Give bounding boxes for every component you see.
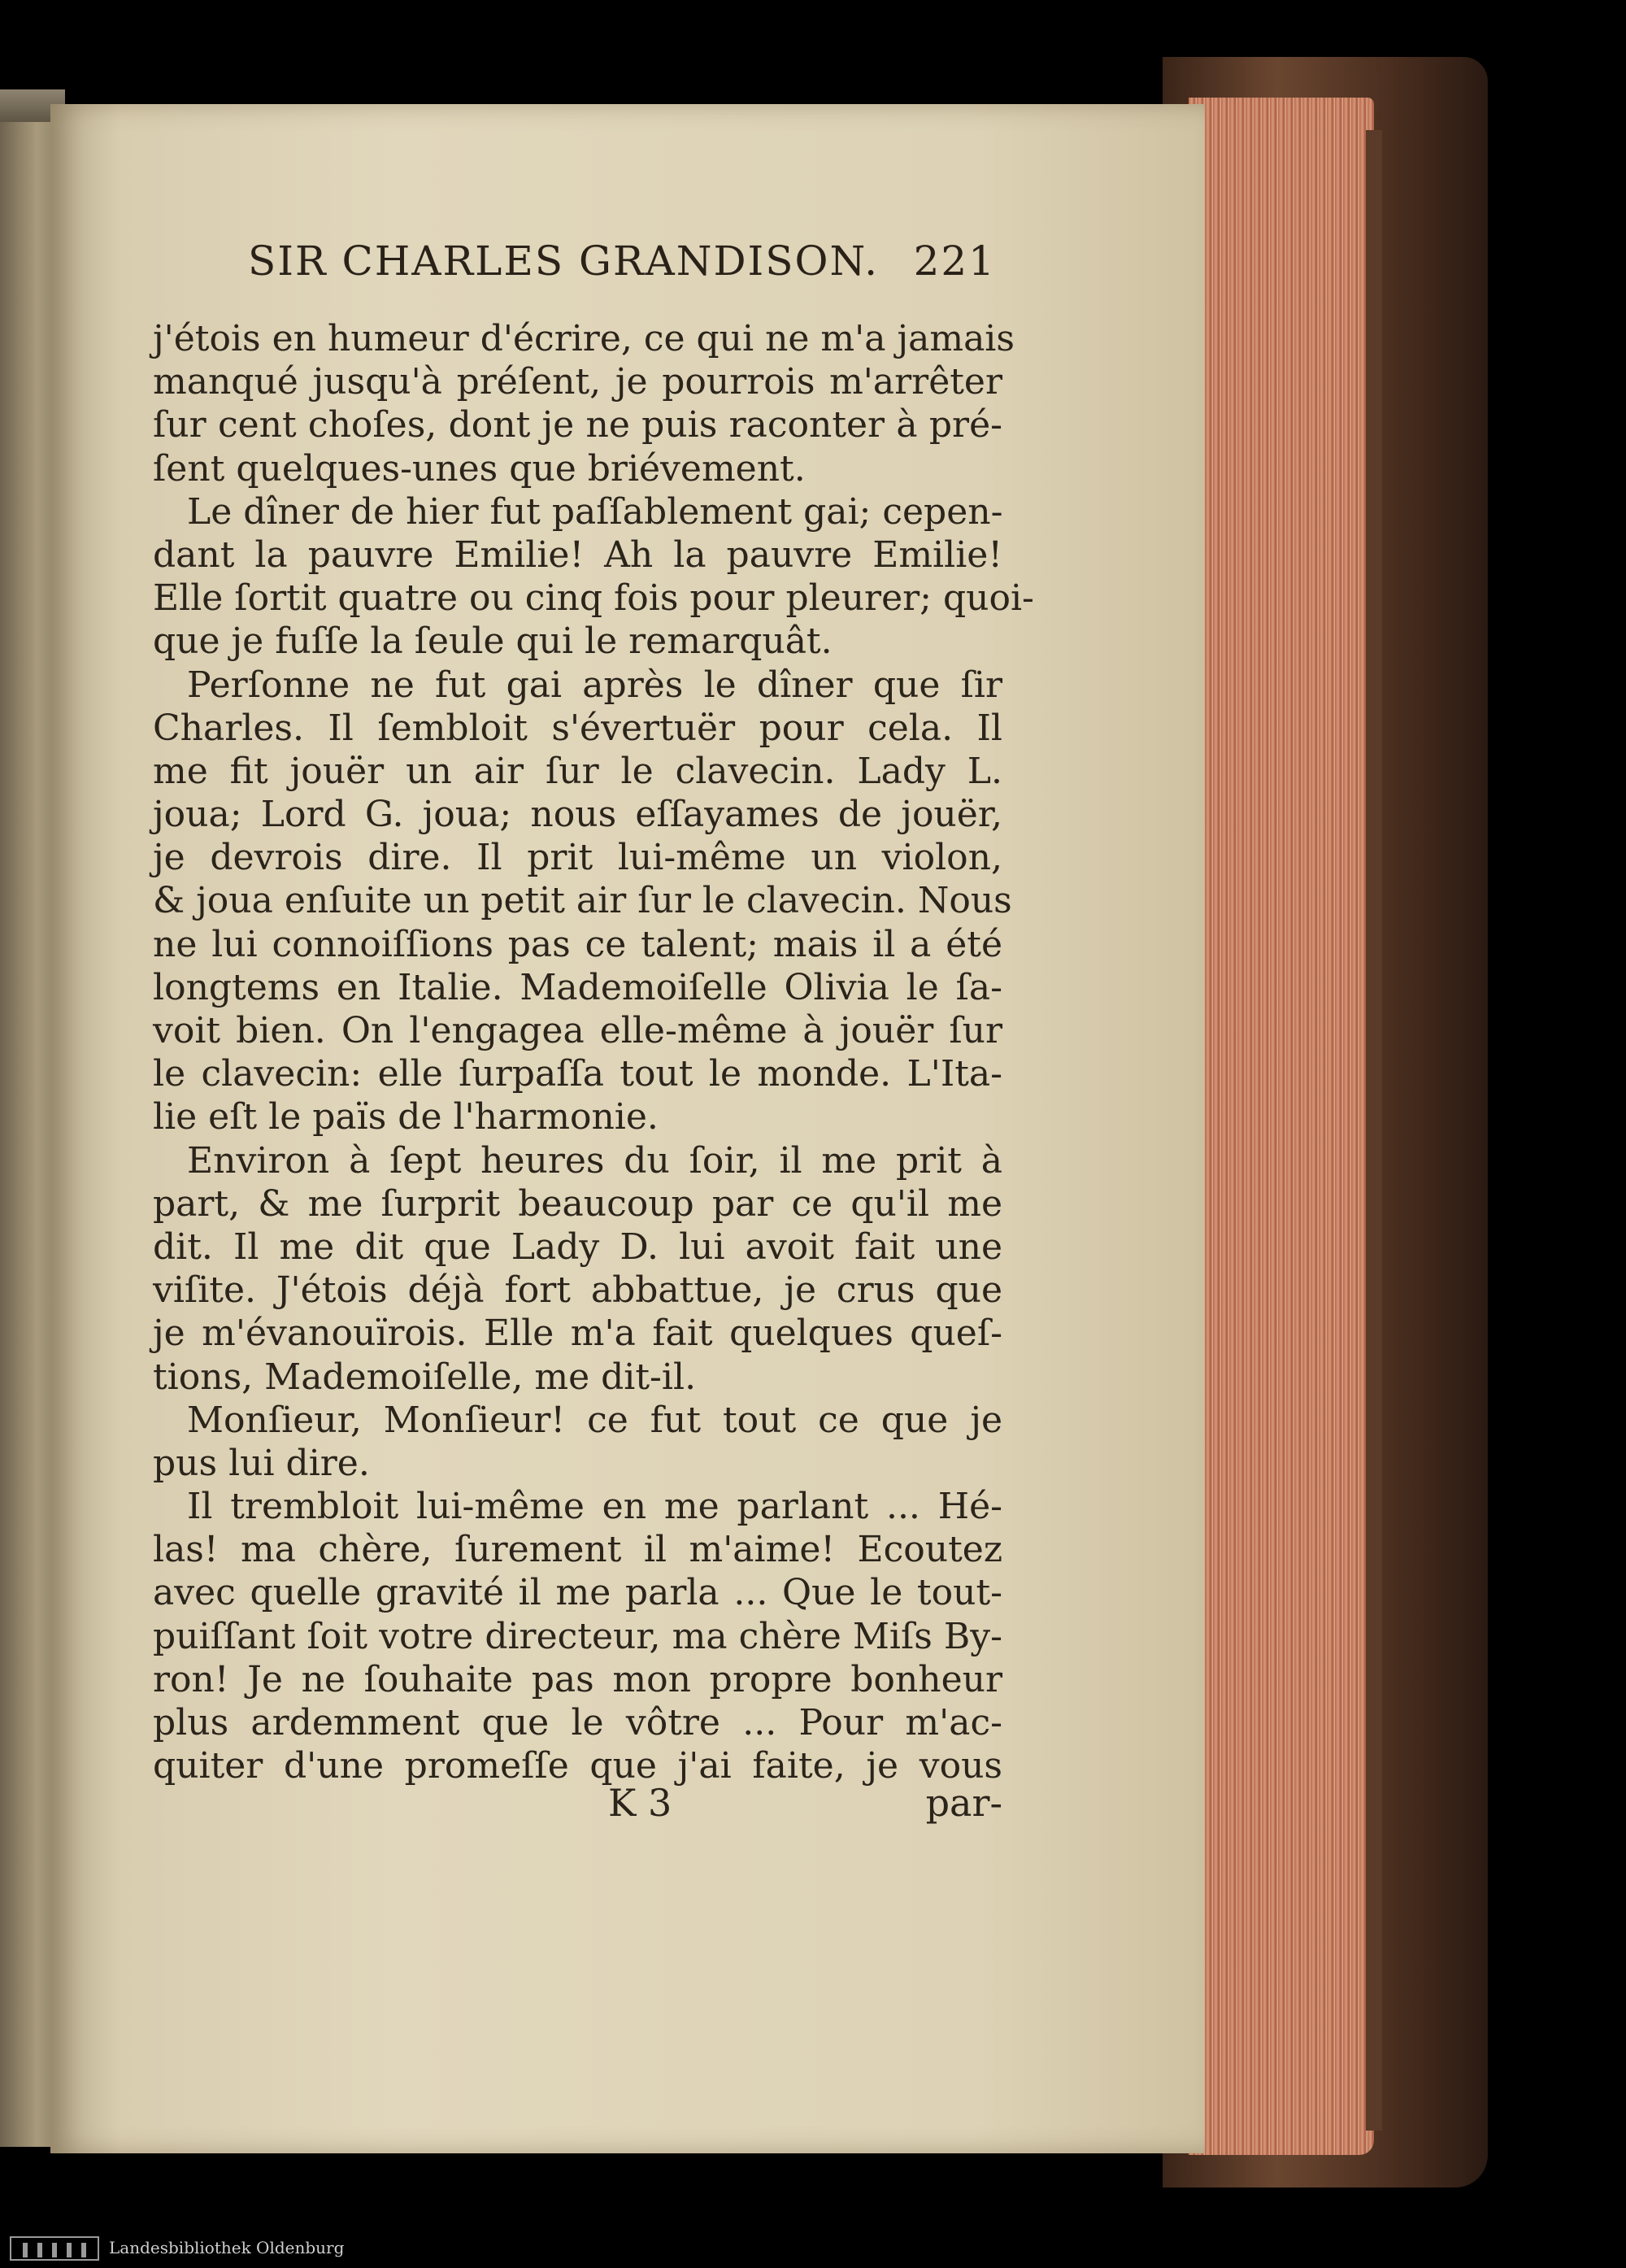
text-line: viſite. J'étois déjà fort abbattue, je crus que [153, 1269, 1002, 1312]
catchword: par- [925, 1781, 1002, 1825]
text-line: manqué jusqu'à préſent, je pourrois m'arrêter [153, 361, 1002, 403]
page-edges [1189, 98, 1374, 2155]
text-line: Charles. Il ſembloit s'évertuër pour cela. Il [153, 707, 1002, 749]
text-line: je m'évanouïrois. Elle m'a fait quelques queſ- [153, 1312, 1002, 1355]
text-line: avec quelle gravité il me parla ... Que le tout- [153, 1572, 1002, 1614]
text-line: ron! Je ne ſouhaite pas mon propre bonheur [153, 1658, 1002, 1700]
text-line: quiter d'une promeſſe que j'ai faite, je vous [153, 1745, 1002, 1787]
text-line: longtems en Italie. Mademoiſelle Olivia le ſa- [153, 966, 1002, 1008]
text-line: plus ardemment que le vôtre ... Pour m'ac- [153, 1702, 1002, 1743]
text-line: je devrois dire. Il prit lui-même un violon, [153, 837, 1002, 879]
page-footer [153, 1781, 1002, 1830]
page-number: 221 [913, 237, 996, 285]
text-line: que je fuſſe la ſeule qui le remarquât. [153, 620, 833, 663]
text-line: ſur cent choſes, dont je ne puis raconter à pré- [153, 404, 1002, 446]
text-line: le clavecin: elle ſurpaſſa tout le monde. L'Ita- [153, 1053, 1002, 1095]
text-line: joua; Lord G. joua; nous eſſayames de jouër, [153, 794, 1002, 836]
text-line: dant la pauvre Emilie! Ah la pauvre Emilie! [153, 533, 1002, 576]
text-line: lie eſt le païs de l'harmonie. [153, 1096, 659, 1138]
text-line: Environ à ſept heures du ſoir, il me prit à [187, 1139, 1002, 1182]
signature-mark: K 3 [608, 1781, 672, 1825]
text-line: j'étois en humeur d'écrire, ce qui ne m'a jamais [153, 318, 1015, 359]
text-line: Le dîner de hier fut paſſablement gai; cepen- [187, 490, 1003, 533]
text-line: & joua enſuite un petit air ſur le clavecin. Nous [153, 880, 1012, 922]
running-header [248, 237, 996, 296]
text-line: part, & me ſurprit beaucoup par ce qu'il me [153, 1182, 1002, 1225]
text-line: pus lui dire. [153, 1442, 370, 1484]
text-line: las! ma chère, ſurement il m'aime! Ecoutez [153, 1529, 1002, 1571]
text-line: Elle ſortit quatre ou cinq fois pour pleurer; quoi- [153, 577, 1034, 620]
running-title: SIR CHARLES GRANDISON. [248, 237, 879, 285]
text-line: me fit jouër un air ſur le clavecin. Lady L. [153, 750, 1002, 792]
text-line: voit bien. On l'engagea elle-même à jouër ſur [153, 1010, 1002, 1051]
library-logo-icon [10, 2236, 99, 2261]
cover-edge [1366, 130, 1382, 2131]
text-line: tions, Mademoiſelle, me dit-il. [153, 1356, 697, 1398]
text-line: Monſieur, Monſieur! ce fut tout ce que je [187, 1399, 1002, 1441]
text-line: ne lui connoiſſions pas ce talent; mais il a été [153, 923, 1002, 965]
text-line: dit. Il me dit que Lady D. lui avoit fait une [153, 1225, 1002, 1268]
library-name: Landesbibliothek Oldenburg [109, 2238, 345, 2257]
text-line: puiſſant ſoit votre directeur, ma chère Miſs By- [153, 1615, 1002, 1657]
text-line: Il trembloit lui-même en me parlant ... Hé- [187, 1486, 1002, 1528]
text-line: ſent quelques-unes que briévement. [153, 447, 806, 490]
body-text [153, 317, 1034, 1787]
text-line: Perſonne ne fut gai après le dîner que ſir [187, 664, 1002, 706]
watermark-bar [0, 2228, 1626, 2268]
